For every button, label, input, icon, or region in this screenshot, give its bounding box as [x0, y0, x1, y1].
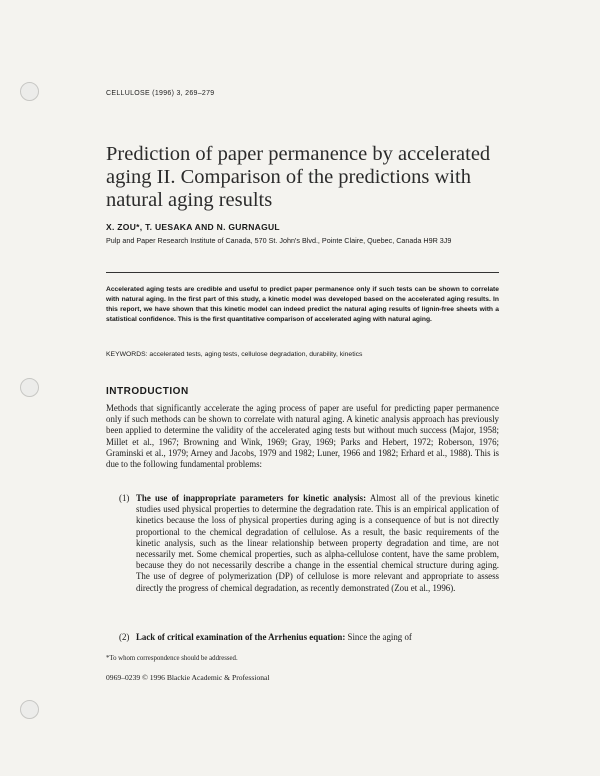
author-affiliation: Pulp and Paper Research Institute of Canada, 570 St. John's Blvd., Pointe Claire, Quebec, Canada H9R 3J9	[106, 236, 452, 245]
header-divider	[106, 272, 499, 273]
binder-hole-bottom	[20, 700, 39, 719]
binder-hole-middle	[20, 378, 39, 397]
item-lead: The use of inappropriate parameters for kinetic analysis:	[136, 493, 367, 503]
item-body: Almost all of the previous kinetic studies used physical properties to determine the degradation rate. This is an empirical application of kinetics because the loss of physical properties during aging is a consequence of but is not directly proportional to the chemical degradation of cellulose. As a result, the basic requirements of the kinetic analysis, such as the linear relationship between property degradation and time, are not necessarily met. Some chemical properties, such as alpha-cellulose content, have the same problem, because they do not necessarily describe a change in the essential chemical structure during aging. The use of degree of polymerization (DP) of cellulose is more relevant and appropriate to assess directly the progress of chemical degradation, as recently demonstrated (Zou et al., 1996).	[136, 493, 499, 593]
item-text	[136, 493, 499, 594]
item-lead: Lack of critical examination of the Arrhenius equation:	[136, 632, 346, 642]
item-number: (2)	[119, 632, 130, 642]
paper-title: Prediction of paper permanence by accelerated aging II. Comparison of the predictions with natural aging results	[106, 143, 491, 211]
author-list: X. ZOU*, T. UESAKA AND N. GURNAGUL	[106, 222, 280, 232]
section-heading-introduction: INTRODUCTION	[106, 386, 189, 397]
journal-citation: CELLULOSE (1996) 3, 269–279	[106, 90, 215, 97]
issn-copyright-line: 0969–0239 © 1996 Blackie Academic & Professional	[106, 673, 270, 682]
intro-paragraph: Methods that significantly accelerate the aging process of paper are useful for predicting paper permanence only if such methods can be shown to correlate with natural aging. A kinetic analysis approach has previously been applied to determine the validity of the accelerated aging tests but without much success (Major, 1958; Millet et al., 1967; Browning and Wink, 1969; Gray, 1969; Parks and Hebert, 1972; Roberson, 1976; Graminski et al., 1979; Arney and Jacobs, 1979 and 1982; Luner, 1966 and 1982; Erhard et al., 1988). This is due to the following fundamental problems:	[106, 403, 499, 470]
item-text	[136, 632, 499, 643]
correspondence-footnote: *To whom correspondence should be addressed.	[106, 655, 238, 662]
problem-item-1	[119, 493, 499, 594]
item-body: Since the aging of	[345, 632, 412, 642]
item-number: (1)	[119, 493, 130, 503]
binder-hole-top	[20, 82, 39, 101]
problem-item-2	[119, 632, 499, 643]
abstract: Accelerated aging tests are credible and useful to predict paper permanence only if such tests can be shown to correlate with natural aging. In the first part of this study, a kinetic model was developed based on the accelerated aging results. In this report, we have shown that this kinetic model can indeed predict the natural aging results of lignin-free sheets with a statistical confidence. This is the first quantitative comparison of accelerated aging with natural aging.	[106, 286, 499, 323]
keywords: KEYWORDS: accelerated tests, aging tests, cellulose degradation, durability, kinetics	[106, 351, 363, 358]
